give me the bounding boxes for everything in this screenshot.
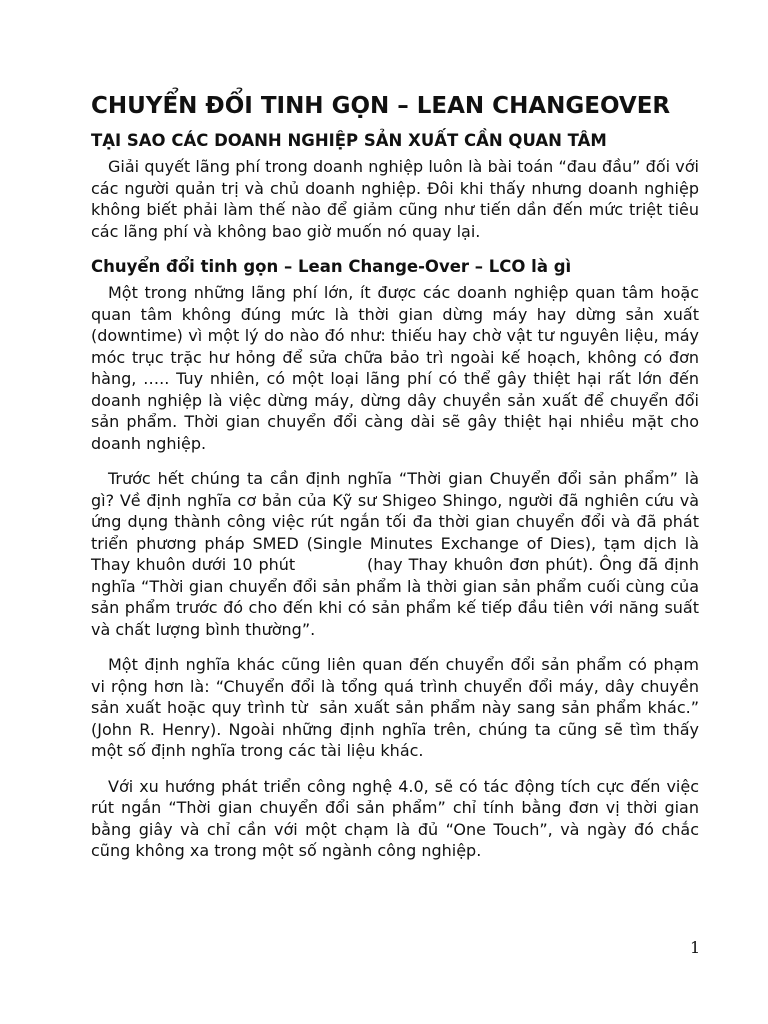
page-number: 1 <box>690 938 701 957</box>
paragraph-definition-smed: Trước hết chúng ta cần định nghĩa “Thời gian Chuyển đổi sản phẩm” là gì? Về định nghĩa cơ bản của Kỹ sư Shigeo Shingo, người đã nghiên cứu và ứng dụng thành công việc rút ngắn tối đa thời gian chuyển đổi và đã phát triển phương pháp SMED (Single Minutes Exchange of Dies), tạm dịch là Thay khuôn dưới 10 phút (hay Thay khuôn đơn phút). Ông đã định nghĩa “Thời gian chuyển đổi sản phẩm là thời gian sản phẩm cuối cùng của sản phẩm trước đó cho đến khi có sản phẩm kế tiếp đầu tiên với năng suất và chất lượng bình thường”. <box>91 469 705 639</box>
document-body <box>91 90 705 876</box>
paragraph-downtime: Một trong những lãng phí lớn, ít được các doanh nghiệp quan tâm hoặc quan tâm không đúng mức là thời gian dừng máy hay dừng sản xuất (downtime) vì một lý do nào đó như: thiếu hay chờ vật tư nguyên liệu, máy móc trục trặc hư hỏng để sửa chữa bảo trì ngoài kế hoạch, không có đơn hàng, ….. Tuy nhiên, có một loại lãng phí có thể gây thiệt hại rất lớn đến doanh nghiệp là việc dừng máy, dừng dây chuyền sản xuất để chuyển đổi sản phẩm. Thời gian chuyển đổi càng dài sẽ gây thiệt hại nhiều mặt cho doanh nghiệp. <box>91 283 699 453</box>
paragraph-henry-definition: Một định nghĩa khác cũng liên quan đến chuyển đổi sản phẩm có phạm vi rộng hơn là: “Chuyển đổi là tổng quá trình chuyển đổi máy, dây chuyền sản xuất hoặc quy trình từ sản xuất sản phẩm này sang sản phẩm khác.” (John R. Henry). Ngoài những định nghĩa trên, chúng ta cũng sẽ tìm thấy một số định nghĩa trong các tài liệu khác. <box>91 655 705 760</box>
section-heading-what-is-lco: Chuyển đổi tinh gọn – Lean Change-Over – LCO là gì <box>91 257 572 276</box>
paragraph-intro: Giải quyết lãng phí trong doanh nghiệp luôn là bài toán “đau đầu” đối với các người quản trị và chủ doanh nghiệp. Đôi khi thấy nhưng doanh nghiệp không biết phải làm thế nào để giảm cũng như tiến dần đến mức triệt tiêu các lãng phí và không bao giờ muốn nó quay lại. <box>91 157 699 241</box>
section-heading-why-care: TẠI SAO CÁC DOANH NGHIỆP SẢN XUẤT CẦN QUAN TÂM <box>91 131 607 150</box>
paragraph-industry-4: Với xu hướng phát triển công nghệ 4.0, sẽ có tác động tích cực đến việc rút ngắn “Thời gian chuyển đổi sản phẩm” chỉ tính bằng đơn vị thời gian bằng giây và chỉ cần với một chạm là đủ “One Touch”, và ngày đó chắc cũng không xa trong một số ngành công nghiệp. <box>91 776 699 860</box>
document-title: CHUYỂN ĐỔI TINH GỌN – LEAN CHANGEOVER <box>91 93 671 119</box>
